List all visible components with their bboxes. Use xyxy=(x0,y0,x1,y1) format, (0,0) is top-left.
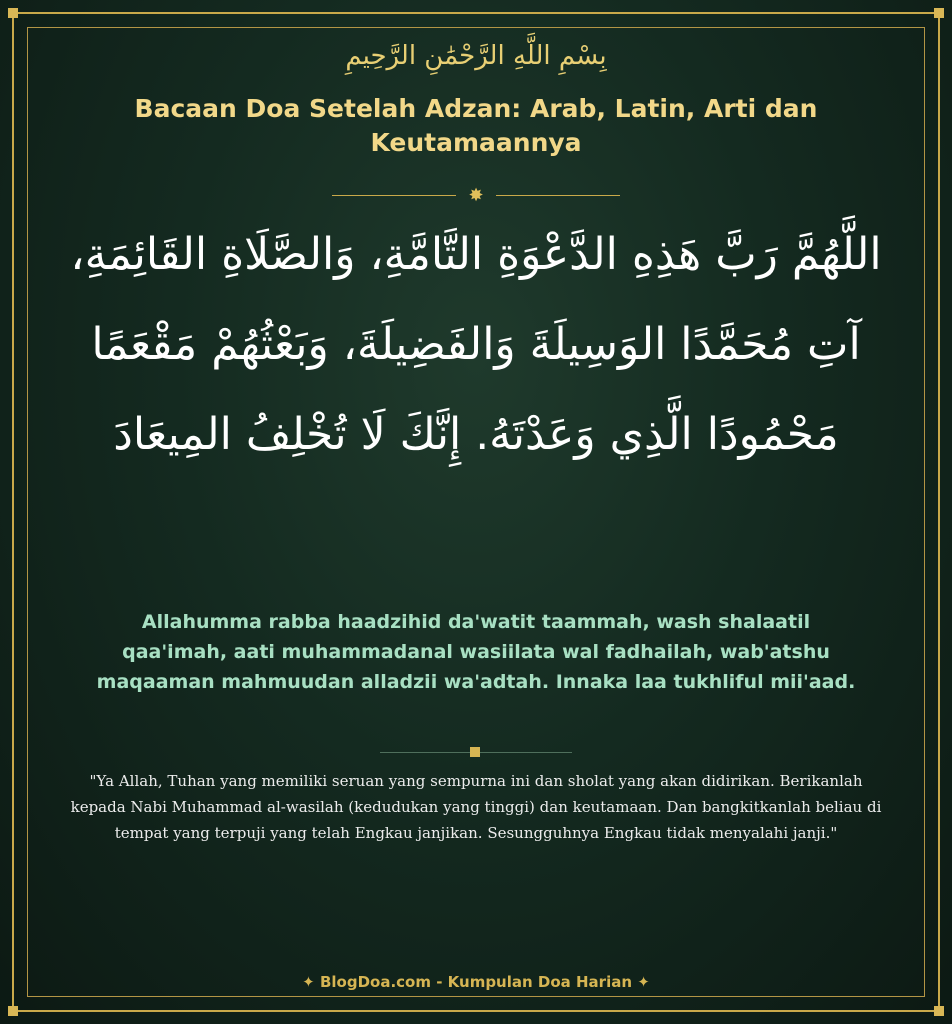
page-title: Bacaan Doa Setelah Adzan: Arab, Latin, Arti dan Keutamaannya xyxy=(134,94,818,157)
corner-ornament-bottom-right xyxy=(934,1006,944,1016)
square-ornament-icon xyxy=(470,747,480,757)
corner-ornament-bottom-left xyxy=(8,1006,18,1016)
corner-ornament-top-left xyxy=(8,8,18,18)
corner-ornament-top-right xyxy=(934,8,944,18)
divider-line-right xyxy=(496,195,620,196)
inner-gold-border xyxy=(27,27,925,997)
ornamental-divider xyxy=(332,186,620,206)
footer-credit: ✦ BlogDoa.com - Kumpulan Doa Harian ✦ xyxy=(302,973,650,991)
arabic-prayer-text: اللَّهُمَّ رَبَّ هَذِهِ الدَّعْوَةِ التَّامَّةِ، وَالصَّلَاةِ القَائِمَةِ، آتِ مُحَمَّدًا الوَسِيلَةَ وَالفَضِيلَةَ، وَبَعْثُهُمْ مَقْعَمًا مَحْمُودًا الَّذِي وَعَدْتَهُ. إِنَّكَ لَا تُخْلِفُ المِيعَادَ xyxy=(70,229,882,460)
section-divider xyxy=(380,745,572,759)
latin-transliteration: Allahumma rabba haadzihid da'watit taammah, wash shalaatil qaa'imah, aati muhammadanal wasiilata wal fadhailah, wab'atshu maqaaman mahmuudan alladzii wa'adtah. Innaka laa tukhliful mii'aad. xyxy=(96,611,856,693)
divider-line-left xyxy=(332,195,456,196)
basmala: بِسْمِ اللَّهِ الرَّحْمَٰنِ الرَّحِيمِ xyxy=(345,41,607,71)
indonesian-translation: "Ya Allah, Tuhan yang memiliki seruan yang sempurna ini dan sholat yang akan didirikan. Berikanlah kepada Nabi Muhammad al-wasilah (kedudukan yang tinggi) dan keutamaan. Dan bangkitkanlah beliau di tempat yang terpuji yang telah Engkau janjikan. Sesungguhnya Engkau tidak menyalahi janji." xyxy=(70,772,882,842)
eight-point-star-icon: ✸ xyxy=(468,185,484,206)
